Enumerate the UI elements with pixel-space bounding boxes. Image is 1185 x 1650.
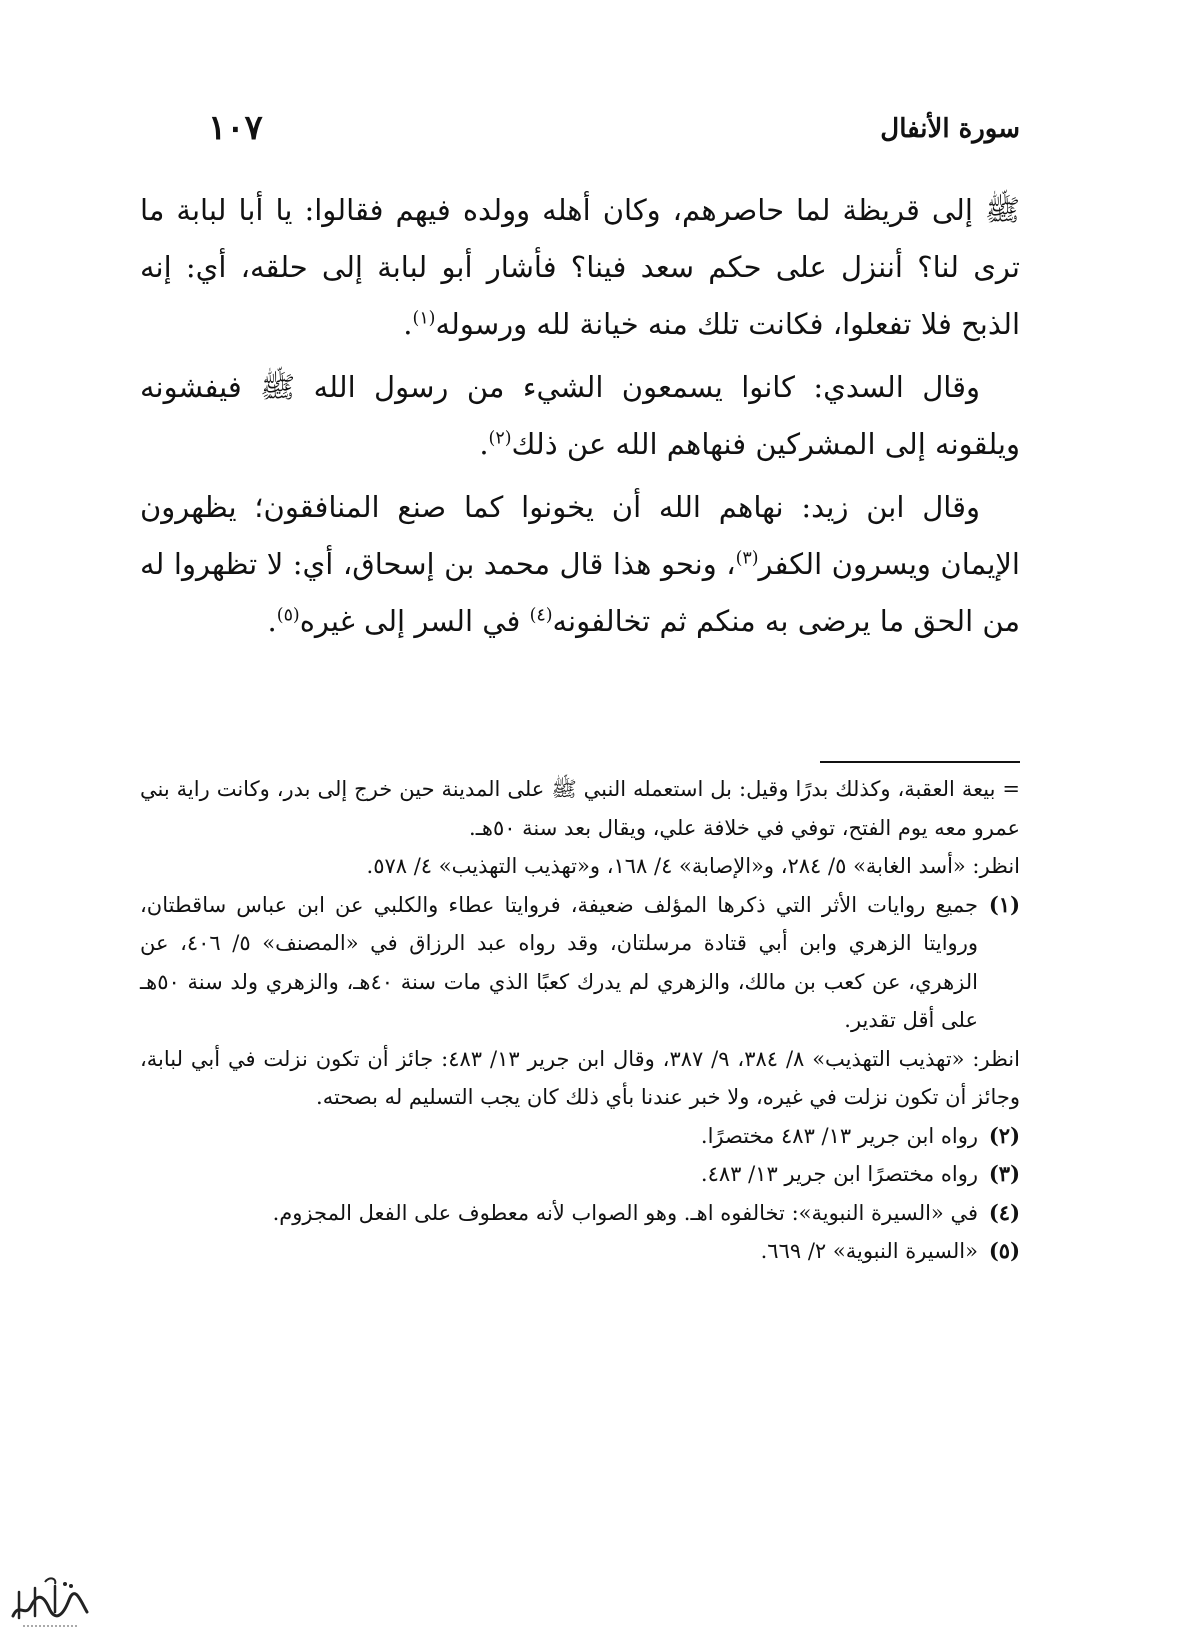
footnote-number: (٤) bbox=[988, 1199, 1020, 1225]
footnote-ref: (٢) bbox=[488, 428, 512, 449]
footnote-ref: (٥) bbox=[276, 605, 300, 626]
footnote-text: جميع روايات الأثر التي ذكرها المؤلف ضعيفة، فروايتا عطاء والكلبي عن ابن عباس ساقطتان، وروايتا الزهري وابن أبي قتادة مرسلتان، وقد رواه عبد الرزاق في «المصنف» ٥/ ٤٠٦، عن الزهري، عن كعب بن مالك، والزهري لم يدرك كعبًا الذي مات سنة ٤٠هـ، والزهري ولد سنة ٥٠هـ على أقل تقدير. bbox=[140, 892, 978, 1032]
paragraph-text: وقال ابن زيد: نهاهم الله أن يخونوا كما صنع المنافقون؛ يظهرون الإيمان ويسرون الكفر bbox=[140, 490, 1020, 581]
footnotes bbox=[140, 770, 1020, 1271]
footnote-item bbox=[140, 1232, 1020, 1271]
footnote-item bbox=[140, 1194, 1020, 1233]
footnote-ref: (١) bbox=[412, 308, 436, 329]
main-paragraph bbox=[140, 182, 1020, 353]
footnote-number: (٣) bbox=[988, 1161, 1020, 1186]
footnote-ref: (٤) bbox=[529, 605, 553, 626]
footnote-item bbox=[140, 886, 1020, 1117]
paragraph-end: . bbox=[479, 427, 489, 461]
page-number: ١٠٧ bbox=[208, 108, 263, 148]
footnote-number: (١) bbox=[988, 891, 1020, 917]
footnote-text: رواه ابن جرير ١٣/ ٤٨٣ مختصرًا. bbox=[700, 1123, 978, 1148]
page-header bbox=[140, 108, 1020, 156]
paragraph-text: وقال السدي: كانوا يسمعون الشيء من رسول الله ﷺ فيفشونه ويلقونه إلى المشركين فنهاهم الله عن ذلك bbox=[140, 370, 1020, 461]
footnote-text: = بيعة العقبة، وكذلك بدرًا وقيل: بل استعمله النبي ﷺ على المدينة حين خرج إلى بدر، وكانت راية بني عمرو معه يوم الفتح، توفي في خلافة علي، ويقال بعد سنة ٥٠هـ. bbox=[140, 777, 1020, 840]
almostahmil-logo-icon bbox=[5, 1572, 93, 1632]
main-text bbox=[140, 182, 1020, 656]
footnote-number: (٢) bbox=[988, 1122, 1020, 1148]
paragraph-end: . bbox=[267, 604, 277, 638]
paragraph-end: . bbox=[403, 307, 413, 341]
footnote-text: رواه مختصرًا ابن جرير ١٣/ ٤٨٣. bbox=[700, 1162, 978, 1186]
footnote-text: انظر: «أسد الغابة» ٥/ ٢٨٤، و«الإصابة» ٤/ ١٦٨، و«تهذيب التهذيب» ٤/ ٥٧٨. bbox=[366, 854, 1020, 878]
footnote-text: في «السيرة النبوية»: تخالفوه اهـ. وهو الصواب لأنه معطوف على الفعل المجزوم. bbox=[272, 1200, 978, 1225]
footnote-item bbox=[140, 1155, 1020, 1194]
footnote-number: (٥) bbox=[988, 1238, 1020, 1263]
footnote-text: «السيرة النبوية» ٢/ ٦٦٩. bbox=[760, 1239, 978, 1263]
footnote-ref: (٣) bbox=[735, 548, 759, 569]
paragraph-text: ، ونحو هذا قال محمد بن إسحاق، أي: لا تظهروا له من الحق ما يرضى به منكم ثم تخالفونه bbox=[140, 547, 1020, 638]
paragraph-text: ﷺ إلى قريظة لما حاصرهم، وكان أهله وولده فيهم فقالوا: يا أبا لبابة ما ترى لنا؟ أننزل على حكم سعد فينا؟ فأشار أبو لبابة إلى حلقه، أي: إنه الذبح فلا تفعلوا، فكانت تلك منه خيانة لله ورسوله bbox=[140, 193, 1020, 341]
footnote-separator bbox=[820, 761, 1020, 763]
footnote-continuation bbox=[140, 770, 1020, 886]
main-paragraph bbox=[140, 479, 1020, 650]
main-paragraph bbox=[140, 359, 1020, 473]
footnote-text: انظر: «تهذيب التهذيب» ٨/ ٣٨٤، ٩/ ٣٨٧، وقال ابن جرير ١٣/ ٤٨٣: جائز أن تكون نزلت في أبي لبابة، وجائز أن تكون نزلت في غيره، ولا خبر عندنا بأي ذلك كان يجب التسليم له بصحته. bbox=[140, 1046, 1020, 1109]
footnote-item bbox=[140, 1117, 1020, 1156]
surah-title: سورة الأنفال bbox=[880, 114, 1020, 144]
paragraph-text: في السر إلى غيره bbox=[299, 604, 530, 638]
